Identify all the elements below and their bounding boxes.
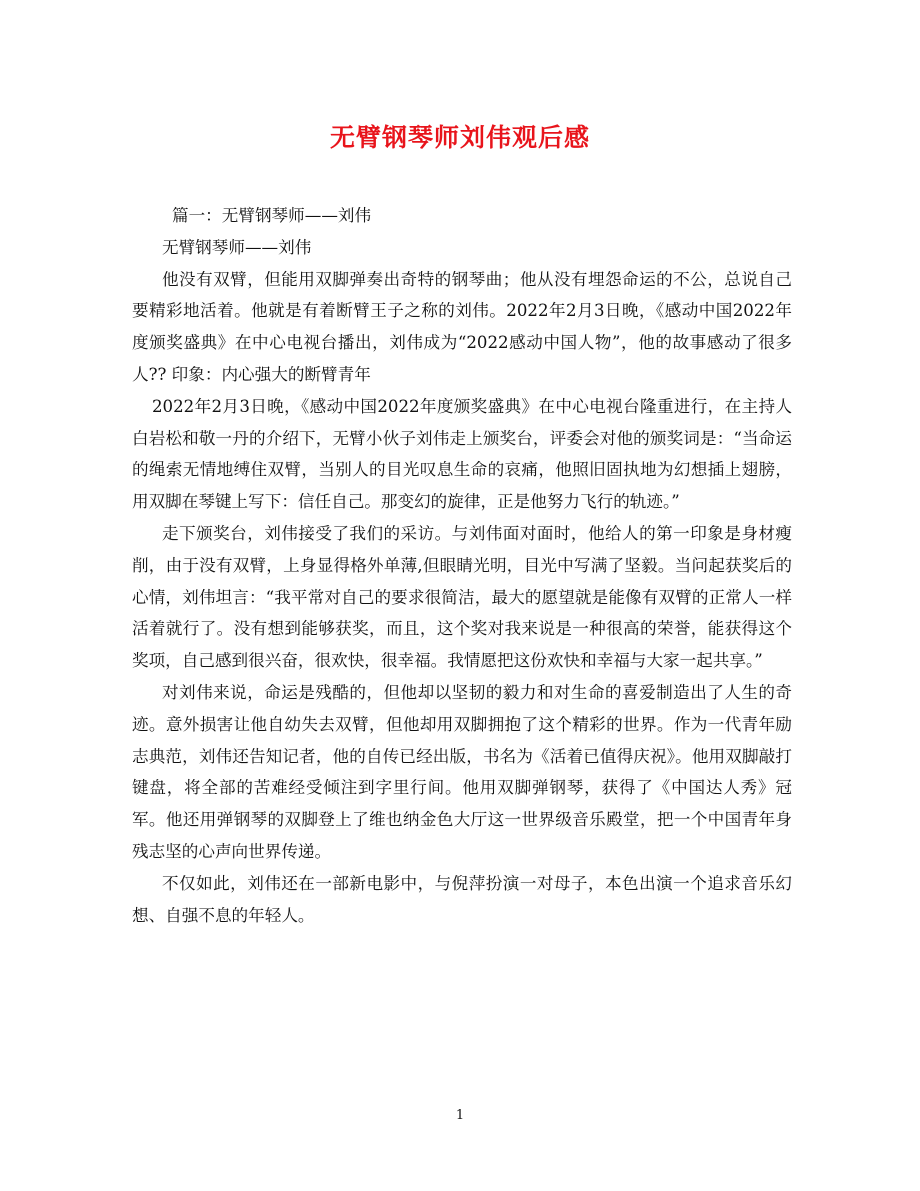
section-heading: 篇一：无臂钢琴师——刘伟 bbox=[172, 206, 372, 225]
document-title: 无臂钢琴师刘伟观后感 bbox=[329, 123, 590, 152]
subheading: 无臂钢琴师——刘伟 bbox=[162, 237, 312, 257]
paragraph: 2022年2月3日晚，《感动中国2022年度颁奖盛典》在中心电视台隆重进行，在主持人白岩松和敬一丹的介绍下，无臂小伙子刘伟走上颁奖台，评委会对他的颁奖词是：“当命运的绳索无情地缚住双臂，当别人的目光叹息生命的哀痛，他照旧固执地为幻想插上翅膀，用双脚在琴键上写下：信任自己。那变幻的旋律，正是他努力飞行的轨迹。” bbox=[132, 396, 792, 512]
document-body bbox=[132, 200, 792, 931]
page-number: 1 bbox=[455, 1108, 465, 1123]
paragraph: 走下颁奖台，刘伟接受了我们的采访。与刘伟面对面时，他给人的第一印象是身材瘦削，由于没有双臂，上身显得格外单薄,但眼睛光明，目光中写满了坚毅。当问起获奖后的心情，刘伟坦言：“我平常对自己的要求很简洁，最大的愿望就是能像有双臂的正常人一样活着就行了。没有想到能够获奖，而且，这个奖对我来说是一种很高的荣誉，能获得这个奖项，自己感到很兴奋，很欢快，很幸福。我情愿把这份欢快和幸福与大家一起共享。” bbox=[132, 523, 792, 671]
paragraph: 不仅如此，刘伟还在一部新电影中，与倪萍扮演一对母子，本色出演一个追求音乐幻想、自强不息的年轻人。 bbox=[132, 873, 792, 925]
paragraph: 他没有双臂，但能用双脚弹奏出奇特的钢琴曲；他从没有埋怨命运的不公，总说自己要精彩地活着。他就是有着断臂王子之称的刘伟。2022年2月3日晚，《感动中国2022年度颁奖盛典》在中心电视台播出，刘伟成为“2022感动中国人物”，他的故事感动了很多人?? 印象：内心强大的断臂青年 bbox=[132, 269, 792, 384]
paragraph: 对刘伟来说，命运是残酷的，但他却以坚韧的毅力和对生命的喜爱制造出了人生的奇迹。意外损害让他自幼失去双臂，但他却用双脚拥抱了这个精彩的世界。作为一代青年励志典范，刘伟还告知记者，他的自传已经出版，书名为《活着已值得庆祝》。他用双脚敲打键盘，将全部的苦难经受倾注到字里行间。他用双脚弹钢琴，获得了《中国达人秀》冠军。他还用弹钢琴的双脚登上了维也纳金色大厅这一世界级音乐殿堂，把一个中国青年身残志坚的心声向世界传递。 bbox=[132, 682, 792, 861]
